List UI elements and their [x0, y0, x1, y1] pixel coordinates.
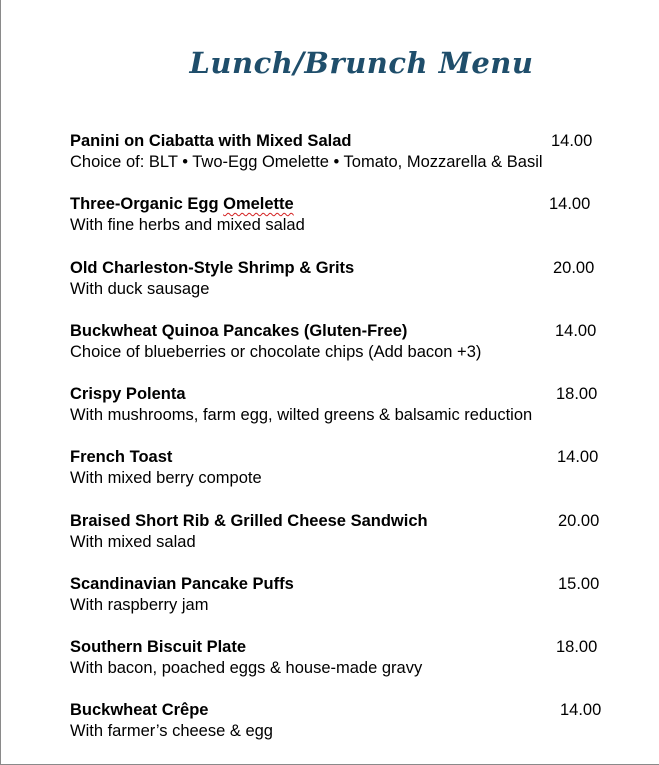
menu-item-price: 14.00	[549, 195, 591, 213]
menu-item	[70, 131, 630, 175]
menu-item	[70, 511, 630, 555]
menu-item-name-text: Three-Organic Egg	[70, 195, 224, 213]
menu-title: Lunch/Brunch Menu	[189, 46, 534, 80]
menu-item-description: With farmer’s cheese & egg	[70, 722, 273, 740]
menu-item-name: Braised Short Rib & Grilled Cheese Sandwich	[70, 512, 428, 530]
menu-item	[70, 321, 630, 365]
menu-item-name: Buckwheat Quinoa Pancakes (Gluten-Free)	[70, 322, 408, 340]
menu-item-name: Southern Biscuit Plate	[70, 638, 247, 656]
menu-item-price: 18.00	[556, 638, 598, 656]
menu-item-description: With mixed salad	[70, 533, 196, 551]
menu-item-description: With duck sausage	[70, 280, 210, 298]
menu-item-description: Choice of blueberries or chocolate chips (Add bacon +3)	[70, 343, 482, 361]
menu-item-description: With fine herbs and mixed salad	[70, 216, 305, 234]
menu-item	[70, 258, 630, 302]
menu-item-name: Panini on Ciabatta with Mixed Salad	[70, 132, 352, 150]
menu-item-price: 15.00	[558, 575, 600, 593]
menu-item-description: Choice of: BLT • Two-Egg Omelette • Tomato, Mozzarella & Basil	[70, 153, 543, 171]
menu-item-description: With mushrooms, farm egg, wilted greens & balsamic reduction	[70, 406, 533, 424]
menu-item-name: French Toast	[70, 448, 173, 466]
menu-item-name: Buckwheat Crêpe	[70, 701, 209, 719]
menu-item-price: 14.00	[560, 701, 602, 719]
menu-item-price: 20.00	[553, 259, 595, 277]
menu-item-name	[70, 194, 294, 214]
menu-item-description: With raspberry jam	[70, 596, 209, 614]
menu-item	[70, 384, 630, 428]
menu-item	[70, 194, 630, 238]
menu-item-price: 14.00	[555, 322, 597, 340]
menu-item-name: Old Charleston-Style Shrimp & Grits	[70, 259, 355, 277]
menu-item-name: Scandinavian Pancake Puffs	[70, 575, 294, 593]
menu-item	[70, 447, 630, 491]
spellcheck-flagged-word[interactable]: Omelette	[223, 195, 294, 213]
menu-item	[70, 574, 630, 618]
menu-item	[70, 637, 630, 681]
menu-item-price: 14.00	[557, 448, 599, 466]
menu-item-description: With bacon, poached eggs & house-made gravy	[70, 659, 423, 677]
menu-item-price: 18.00	[556, 385, 598, 403]
menu-item-name: Crispy Polenta	[70, 385, 186, 403]
menu-item-price: 14.00	[551, 132, 593, 150]
menu-item	[70, 700, 630, 744]
menu-item-price: 20.00	[558, 512, 600, 530]
menu-item-description: With mixed berry compote	[70, 469, 262, 487]
